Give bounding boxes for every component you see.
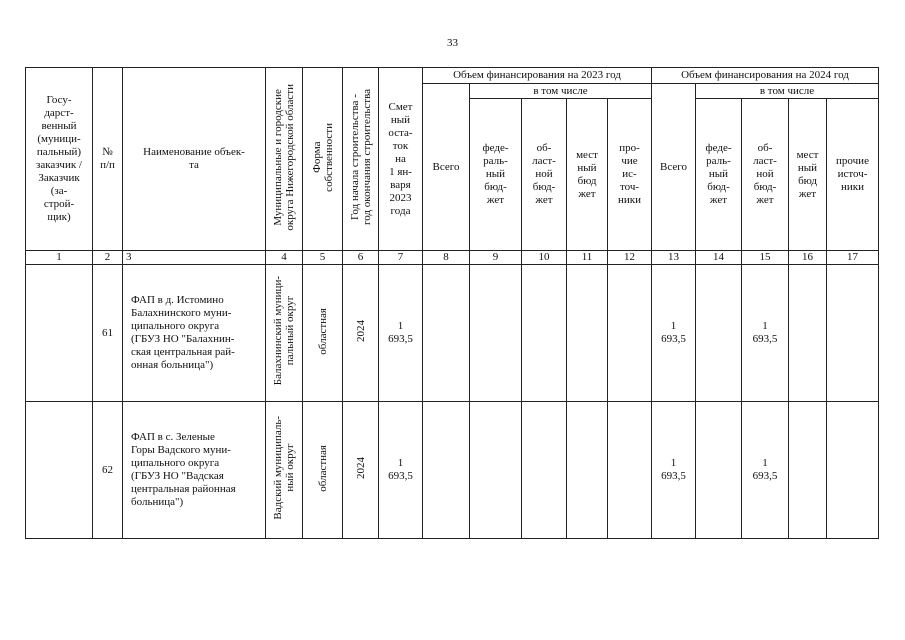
cell-federal-2024 xyxy=(696,402,742,539)
col-number: 13 xyxy=(652,251,696,265)
header-including-2023: в том числе xyxy=(470,84,652,99)
header-total-2023: Всего xyxy=(423,84,470,251)
header-other-2024: прочие источ- ники xyxy=(827,99,879,251)
col-number: 4 xyxy=(266,251,303,265)
header-customer: Госу- дарст- венный (муници- пальный) заказчик / Заказчик (за- строй- щик) xyxy=(26,68,93,251)
header-ownership: Форма собственности xyxy=(303,68,343,251)
col-number: 16 xyxy=(789,251,827,265)
cell-object-name: ФАП в с. Зеленые Горы Вадского муни- ципального округа (ГБУЗ НО "Вадская центральная районная больница") xyxy=(123,402,266,539)
header-fin-2024: Объем финансирования на 2024 год xyxy=(652,68,879,84)
cell-federal-2024 xyxy=(696,265,742,402)
header-object-name: Наименование объек- та xyxy=(123,68,266,251)
cell-balance: 1 693,5 xyxy=(379,265,423,402)
cell-other-2023 xyxy=(608,402,652,539)
cell-customer xyxy=(26,402,93,539)
cell-municipality: Балахнинский муници- пальный округ xyxy=(266,265,303,402)
header-municipality: Муниципальные и городские округа Нижегородской области xyxy=(266,68,303,251)
col-number: 14 xyxy=(696,251,742,265)
header-federal-2023: феде- раль- ный бюд- жет xyxy=(470,99,522,251)
cell-local-2023 xyxy=(567,402,608,539)
cell-total-2024: 1 693,5 xyxy=(652,402,696,539)
header-total-2024: Всего xyxy=(652,84,696,251)
cell-years: 2024 xyxy=(343,265,379,402)
page-number: 33 xyxy=(447,37,458,49)
cell-total-2023 xyxy=(423,402,470,539)
cell-years: 2024 xyxy=(343,402,379,539)
header-including-2024: в том числе xyxy=(696,84,879,99)
cell-federal-2023 xyxy=(470,402,522,539)
col-number: 17 xyxy=(827,251,879,265)
header-local-2024: мест ный бюд жет xyxy=(789,99,827,251)
col-number: 2 xyxy=(93,251,123,265)
cell-municipality: Вадский муниципаль- ный округ xyxy=(266,402,303,539)
col-number: 11 xyxy=(567,251,608,265)
cell-regional-2023 xyxy=(522,402,567,539)
column-numbers-row xyxy=(26,251,879,265)
cell-object-name: ФАП в д. Истомино Балахнинского муни- ципального округа (ГБУЗ НО "Балахнин- ская центральная рай- онная больница") xyxy=(123,265,266,402)
cell-total-2023 xyxy=(423,265,470,402)
cell-num: 62 xyxy=(93,402,123,539)
cell-other-2024 xyxy=(827,265,879,402)
cell-balance: 1 693,5 xyxy=(379,402,423,539)
cell-regional-2024: 1 693,5 xyxy=(742,402,789,539)
cell-regional-2023 xyxy=(522,265,567,402)
cell-ownership: областная xyxy=(303,265,343,402)
cell-other-2024 xyxy=(827,402,879,539)
header-federal-2024: феде- раль- ный бюд- жет xyxy=(696,99,742,251)
col-number: 1 xyxy=(26,251,93,265)
header-regional-2023: об- ласт- ной бюд- жет xyxy=(522,99,567,251)
col-number: 8 xyxy=(423,251,470,265)
cell-num: 61 xyxy=(93,265,123,402)
cell-other-2023 xyxy=(608,265,652,402)
table-row xyxy=(26,402,879,539)
col-number: 10 xyxy=(522,251,567,265)
header-regional-2024: об- ласт- ной бюд- жет xyxy=(742,99,789,251)
financing-table xyxy=(25,67,879,539)
table-row xyxy=(26,265,879,402)
cell-customer xyxy=(26,265,93,402)
header-balance: Смет ный оста- ток на 1 ян- варя 2023 года xyxy=(379,68,423,251)
col-number: 15 xyxy=(742,251,789,265)
header-other-2023: про- чие ис- точ- ники xyxy=(608,99,652,251)
cell-federal-2023 xyxy=(470,265,522,402)
cell-total-2024: 1 693,5 xyxy=(652,265,696,402)
cell-regional-2024: 1 693,5 xyxy=(742,265,789,402)
col-number: 12 xyxy=(608,251,652,265)
header-years: Год начала строительства - год окончания строительства xyxy=(343,68,379,251)
col-number: 3 xyxy=(123,251,266,265)
header-fin-2023: Объем финансирования на 2023 год xyxy=(423,68,652,84)
col-number: 9 xyxy=(470,251,522,265)
col-number: 5 xyxy=(303,251,343,265)
col-number: 6 xyxy=(343,251,379,265)
cell-local-2024 xyxy=(789,402,827,539)
col-number: 7 xyxy=(379,251,423,265)
cell-local-2023 xyxy=(567,265,608,402)
cell-ownership: областная xyxy=(303,402,343,539)
cell-local-2024 xyxy=(789,265,827,402)
header-local-2023: мест ный бюд жет xyxy=(567,99,608,251)
header-num: № п/п xyxy=(93,68,123,251)
header-row-1 xyxy=(26,68,879,84)
